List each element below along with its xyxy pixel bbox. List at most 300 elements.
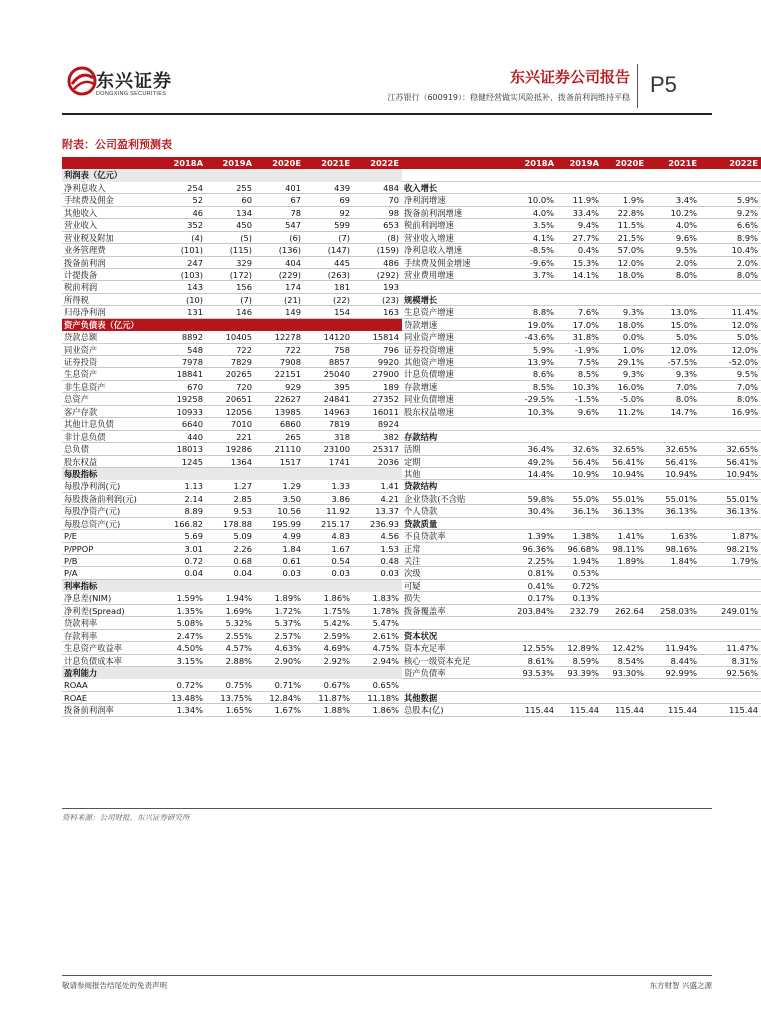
row-value: 12278 <box>255 331 304 343</box>
right-row-label: 营业费用增速 <box>402 269 502 281</box>
right-row-value: 32.65% <box>700 443 761 455</box>
row-value: 1.33 <box>304 480 353 492</box>
row-value: 69 <box>304 194 353 206</box>
row-label: 净息差(NIM) <box>62 592 157 604</box>
year-header-left: 2022E <box>353 157 402 169</box>
row-label: 每股拨备前利润(元) <box>62 493 157 505</box>
row-value: 12056 <box>206 406 255 418</box>
row-value: 439 <box>304 182 353 194</box>
right-row-value: 8.8% <box>502 306 557 318</box>
right-row-label: 税前利润增速 <box>402 219 502 231</box>
row-value: 3.86 <box>304 493 353 505</box>
right-row-value: 8.0% <box>700 393 761 405</box>
right-row-value: 93.53% <box>502 667 557 679</box>
row-value: 11.18% <box>353 692 402 704</box>
row-value: (21) <box>255 294 304 306</box>
row-value: 8857 <box>304 356 353 368</box>
right-row-value: 7.5% <box>557 356 602 368</box>
right-row-value <box>557 418 602 430</box>
right-row-value: 232.79 <box>557 605 602 617</box>
right-row-value: 32.65% <box>602 443 647 455</box>
row-value: 599 <box>304 219 353 231</box>
row-value: (5) <box>206 232 255 244</box>
row-label: 拨备前利润 <box>62 257 157 269</box>
right-row-value <box>557 630 602 642</box>
right-row-value: 203.84% <box>502 605 557 617</box>
right-row-value: 9.5% <box>647 244 700 256</box>
footer-disclaimer: 敬请参阅报告结尾处的免责声明 <box>62 981 167 990</box>
right-row-value: 98.11% <box>602 543 647 555</box>
row-value: 2.57% <box>255 630 304 642</box>
right-row-value <box>700 630 761 642</box>
right-row-value: 8.5% <box>557 368 602 380</box>
right-row-value: 55.01% <box>602 493 647 505</box>
row-value: 4.50% <box>157 642 206 654</box>
row-value: 24841 <box>304 393 353 405</box>
right-row-label <box>402 169 502 181</box>
right-row-label: 企业贷款(不含贴 <box>402 493 502 505</box>
row-value: 1364 <box>206 456 255 468</box>
right-row-value <box>502 679 557 691</box>
row-value: 193 <box>353 281 402 293</box>
right-row-value: 55.01% <box>700 493 761 505</box>
year-header-right: 2018A <box>502 157 557 169</box>
right-row-value: 21.5% <box>602 232 647 244</box>
right-row-label: 贷款结构 <box>402 480 502 492</box>
row-label: P/E <box>62 530 157 542</box>
right-row-value <box>700 480 761 492</box>
year-header-right: 2022E <box>700 157 761 169</box>
right-row-label: 个人贷款 <box>402 505 502 517</box>
row-value: 13.75% <box>206 692 255 704</box>
right-row-value: 5.9% <box>502 344 557 356</box>
right-row-value: 3.4% <box>647 194 700 206</box>
right-row-value: 13.0% <box>647 306 700 318</box>
row-value <box>255 667 304 679</box>
row-value: 4.83 <box>304 530 353 542</box>
right-row-value: 96.68% <box>557 543 602 555</box>
right-row-value: 0.13% <box>557 592 602 604</box>
source-note: 资料来源：公司财报、东兴证券研究所 <box>62 813 190 822</box>
row-value: 548 <box>157 344 206 356</box>
right-row-value <box>647 617 700 629</box>
right-row-value: 92.99% <box>647 667 700 679</box>
right-row-value <box>700 182 761 194</box>
row-value: 0.04 <box>206 567 255 579</box>
row-value: 163 <box>353 306 402 318</box>
right-row-value: 9.2% <box>700 207 761 219</box>
row-value <box>206 319 255 331</box>
right-row-label <box>402 418 502 430</box>
row-label: 营业收入 <box>62 219 157 231</box>
row-value <box>255 468 304 480</box>
right-row-value <box>647 169 700 181</box>
row-value: 3.01 <box>157 543 206 555</box>
row-value <box>304 468 353 480</box>
right-row-value: 8.31% <box>700 655 761 667</box>
right-row-value: 8.61% <box>502 655 557 667</box>
row-value: 19258 <box>157 393 206 405</box>
right-row-value: 10.94% <box>647 468 700 480</box>
right-row-value <box>700 431 761 443</box>
row-value: 395 <box>304 381 353 393</box>
row-label: 生息资产收益率 <box>62 642 157 654</box>
row-label: 证券投资 <box>62 356 157 368</box>
right-row-value: 1.41% <box>602 530 647 542</box>
row-label: 盈利能力 <box>62 667 157 679</box>
row-value: 653 <box>353 219 402 231</box>
right-row-label: 生息资产增速 <box>402 306 502 318</box>
right-row-value: 5.0% <box>700 331 761 343</box>
right-row-value: 115.44 <box>647 704 700 716</box>
row-label: 净利息收入 <box>62 182 157 194</box>
year-header-left: 2018A <box>157 157 206 169</box>
right-row-value: 57.0% <box>602 244 647 256</box>
row-value: 1245 <box>157 456 206 468</box>
row-value <box>255 580 304 592</box>
right-row-value: 29.1% <box>602 356 647 368</box>
row-value: 0.04 <box>157 567 206 579</box>
row-label: P/A <box>62 567 157 579</box>
row-value: 131 <box>157 306 206 318</box>
right-row-value: 8.6% <box>502 368 557 380</box>
right-row-value: 33.4% <box>557 207 602 219</box>
row-value: 20265 <box>206 368 255 380</box>
row-value: 1.72% <box>255 605 304 617</box>
row-value: 13.48% <box>157 692 206 704</box>
right-row-value: 3.5% <box>502 219 557 231</box>
right-row-value: 12.0% <box>700 344 761 356</box>
right-row-value: 59.8% <box>502 493 557 505</box>
right-row-value: 36.13% <box>602 505 647 517</box>
right-row-value: 98.16% <box>647 543 700 555</box>
year-header-left: 2021E <box>304 157 353 169</box>
row-value: (159) <box>353 244 402 256</box>
right-row-value: -8.5% <box>502 244 557 256</box>
right-row-value <box>700 169 761 181</box>
right-row-value: 0.0% <box>602 331 647 343</box>
right-row-value: 1.39% <box>502 530 557 542</box>
row-value: 12.84% <box>255 692 304 704</box>
row-value: 329 <box>206 257 255 269</box>
row-value: 1.94% <box>206 592 255 604</box>
right-row-value: 10.94% <box>602 468 647 480</box>
right-row-value: 1.79% <box>700 555 761 567</box>
row-value: 16011 <box>353 406 402 418</box>
row-value <box>304 580 353 592</box>
row-value: 247 <box>157 257 206 269</box>
right-row-value <box>647 431 700 443</box>
row-label: 非生息资产 <box>62 381 157 393</box>
right-row-value: 8.0% <box>647 269 700 281</box>
right-row-value: 27.7% <box>557 232 602 244</box>
right-row-value: 9.3% <box>602 368 647 380</box>
right-row-value: 115.44 <box>502 704 557 716</box>
right-row-value <box>502 518 557 530</box>
right-row-value: 7.0% <box>647 381 700 393</box>
row-label: 利率指标 <box>62 580 157 592</box>
right-row-value <box>602 567 647 579</box>
row-value: 1.27 <box>206 480 255 492</box>
right-row-value <box>647 592 700 604</box>
right-row-value <box>647 692 700 704</box>
right-row-value: 96.36% <box>502 543 557 555</box>
right-row-label: 收入增长 <box>402 182 502 194</box>
right-row-label: 拨备前利润增速 <box>402 207 502 219</box>
right-row-label: 存款增速 <box>402 381 502 393</box>
right-row-label: 其他数据 <box>402 692 502 704</box>
right-row-label: 存款结构 <box>402 431 502 443</box>
row-label: ROAE <box>62 692 157 704</box>
row-value: 215.17 <box>304 518 353 530</box>
row-value: 929 <box>255 381 304 393</box>
report-subtitle: 江苏银行（600919）：稳健经营做实风险抵补，拨备前利润维持平稳 <box>387 93 630 102</box>
right-row-value: 32.65% <box>647 443 700 455</box>
right-row-value: 10.3% <box>502 406 557 418</box>
row-value: 2.90% <box>255 655 304 667</box>
right-row-value <box>602 630 647 642</box>
row-value: (136) <box>255 244 304 256</box>
right-row-label <box>402 679 502 691</box>
row-value: 154 <box>304 306 353 318</box>
right-row-value <box>557 692 602 704</box>
right-row-value: 13.9% <box>502 356 557 368</box>
right-row-value <box>557 182 602 194</box>
right-row-value <box>700 692 761 704</box>
row-value: 195.99 <box>255 518 304 530</box>
right-row-value: 8.5% <box>502 381 557 393</box>
right-row-value: 11.5% <box>602 219 647 231</box>
row-value: 382 <box>353 431 402 443</box>
row-value: 720 <box>206 381 255 393</box>
row-label: 资产负债表（亿元） <box>62 319 157 331</box>
right-row-value: 10.0% <box>502 194 557 206</box>
right-row-value: 6.6% <box>700 219 761 231</box>
right-row-label: 其他资产增速 <box>402 356 502 368</box>
right-row-value <box>602 580 647 592</box>
footer-rule <box>62 975 712 976</box>
right-row-value: 9.3% <box>602 306 647 318</box>
row-value: 401 <box>255 182 304 194</box>
row-value: 14120 <box>304 331 353 343</box>
row-value: 9920 <box>353 356 402 368</box>
row-value: 52 <box>157 194 206 206</box>
row-value <box>157 319 206 331</box>
right-row-label: 同业资产增速 <box>402 331 502 343</box>
right-row-value: 1.9% <box>602 194 647 206</box>
right-row-value: -52.0% <box>700 356 761 368</box>
row-value: (115) <box>206 244 255 256</box>
row-value: 189 <box>353 381 402 393</box>
right-row-value <box>647 418 700 430</box>
header-divider <box>637 64 638 108</box>
row-value: 4.21 <box>353 493 402 505</box>
right-row-value <box>647 518 700 530</box>
right-row-value <box>502 617 557 629</box>
row-value: 27352 <box>353 393 402 405</box>
right-row-value <box>647 580 700 592</box>
row-value <box>206 580 255 592</box>
right-row-label: 营业收入增速 <box>402 232 502 244</box>
row-value: 722 <box>206 344 255 356</box>
row-value: 1.67 <box>304 543 353 555</box>
right-row-value <box>700 294 761 306</box>
year-header-right: 2020E <box>602 157 647 169</box>
right-row-value <box>700 679 761 691</box>
row-value: 547 <box>255 219 304 231</box>
right-row-value: 5.0% <box>647 331 700 343</box>
row-value: 5.08% <box>157 617 206 629</box>
row-label: 客户存款 <box>62 406 157 418</box>
row-value: 156 <box>206 281 255 293</box>
row-value: 9.53 <box>206 505 255 517</box>
right-row-label: 损失 <box>402 592 502 604</box>
right-row-value <box>602 617 647 629</box>
right-row-value: 36.1% <box>557 505 602 517</box>
right-row-value: 12.0% <box>602 257 647 269</box>
right-row-label: 正常 <box>402 543 502 555</box>
right-row-value: 262.64 <box>602 605 647 617</box>
row-value: 4.69% <box>304 642 353 654</box>
row-value: 1.89% <box>255 592 304 604</box>
right-row-value <box>557 617 602 629</box>
row-value: 0.48 <box>353 555 402 567</box>
right-row-label: 证券投资增速 <box>402 344 502 356</box>
row-value: 11.92 <box>304 505 353 517</box>
row-value: 2.92% <box>304 655 353 667</box>
row-value: 166.82 <box>157 518 206 530</box>
row-value: 46 <box>157 207 206 219</box>
row-value <box>206 468 255 480</box>
right-row-label: 活期 <box>402 443 502 455</box>
right-row-value <box>502 182 557 194</box>
row-value <box>206 169 255 181</box>
row-value: 10405 <box>206 331 255 343</box>
row-value: 27900 <box>353 368 402 380</box>
row-label: 总负债 <box>62 443 157 455</box>
row-value: 15814 <box>353 331 402 343</box>
right-row-label: 定期 <box>402 456 502 468</box>
row-value: 3.15% <box>157 655 206 667</box>
row-value: 21110 <box>255 443 304 455</box>
row-value: 2.85 <box>206 493 255 505</box>
footer-slogan: 东方财智 兴盛之源 <box>649 981 712 990</box>
right-row-value <box>602 281 647 293</box>
row-value: 13985 <box>255 406 304 418</box>
header-blank-left <box>62 157 157 169</box>
row-label: 业务管理费 <box>62 244 157 256</box>
row-label: 股东权益 <box>62 456 157 468</box>
right-row-value: 18.0% <box>602 269 647 281</box>
right-row-label: 资本状况 <box>402 630 502 642</box>
right-row-value <box>602 592 647 604</box>
right-row-value <box>602 679 647 691</box>
right-row-value: 49.2% <box>502 456 557 468</box>
year-header-left: 2019A <box>206 157 255 169</box>
row-label: 净利差(Spread) <box>62 605 157 617</box>
right-row-value: 1.38% <box>557 530 602 542</box>
right-row-value: 11.4% <box>700 306 761 318</box>
row-label: 每股指标 <box>62 468 157 480</box>
row-value: 0.75% <box>206 679 255 691</box>
right-row-value: 98.21% <box>700 543 761 555</box>
right-row-value: 14.7% <box>647 406 700 418</box>
row-value: 0.72 <box>157 555 206 567</box>
row-value: 440 <box>157 431 206 443</box>
right-row-value: 8.9% <box>700 232 761 244</box>
right-row-value: 32.6% <box>557 443 602 455</box>
right-row-value: 56.4% <box>557 456 602 468</box>
right-row-value: 15.0% <box>647 319 700 331</box>
row-value: 265 <box>255 431 304 443</box>
row-label: 利润表（亿元） <box>62 169 157 181</box>
row-value: 1.13 <box>157 480 206 492</box>
row-value: 1517 <box>255 456 304 468</box>
row-value: 18841 <box>157 368 206 380</box>
right-row-value: 16.9% <box>700 406 761 418</box>
row-value: (101) <box>157 244 206 256</box>
row-label: 其他计息负债 <box>62 418 157 430</box>
row-value: 758 <box>304 344 353 356</box>
right-row-value <box>647 480 700 492</box>
right-row-label: 核心一级资本充足 <box>402 655 502 667</box>
row-value: 143 <box>157 281 206 293</box>
row-value: 98 <box>353 207 402 219</box>
right-row-value <box>700 592 761 604</box>
row-value: 7819 <box>304 418 353 430</box>
row-value: 1.83% <box>353 592 402 604</box>
row-value: 0.72% <box>157 679 206 691</box>
row-value: (292) <box>353 269 402 281</box>
row-value: (4) <box>157 232 206 244</box>
right-row-value <box>602 692 647 704</box>
right-row-value <box>700 281 761 293</box>
row-value: 0.54 <box>304 555 353 567</box>
row-value: 20651 <box>206 393 255 405</box>
row-value: 2.88% <box>206 655 255 667</box>
row-value: 1.78% <box>353 605 402 617</box>
right-row-value <box>502 480 557 492</box>
row-value: 23100 <box>304 443 353 455</box>
right-row-label: 计息负债增速 <box>402 368 502 380</box>
row-value: 11.87% <box>304 692 353 704</box>
right-row-value: 12.42% <box>602 642 647 654</box>
row-label: P/PPOP <box>62 543 157 555</box>
row-value: 19286 <box>206 443 255 455</box>
row-value: 722 <box>255 344 304 356</box>
year-header-right: 2019A <box>557 157 602 169</box>
row-value: 5.09 <box>206 530 255 542</box>
right-row-value: 7.6% <box>557 306 602 318</box>
row-value: 0.71% <box>255 679 304 691</box>
right-row-label: 手续费及佣金增速 <box>402 257 502 269</box>
right-row-value <box>602 431 647 443</box>
year-header-left: 2020E <box>255 157 304 169</box>
row-value: (6) <box>255 232 304 244</box>
right-row-label: 同业负债增速 <box>402 393 502 405</box>
right-row-value: 8.0% <box>647 393 700 405</box>
row-value: 2.94% <box>353 655 402 667</box>
right-row-value: 9.6% <box>557 406 602 418</box>
right-row-value: 115.44 <box>602 704 647 716</box>
row-value: 4.56 <box>353 530 402 542</box>
right-row-value <box>502 294 557 306</box>
right-row-value <box>502 630 557 642</box>
row-value: 7978 <box>157 356 206 368</box>
row-value: 4.63% <box>255 642 304 654</box>
right-row-value <box>557 281 602 293</box>
right-row-value: 115.44 <box>700 704 761 716</box>
